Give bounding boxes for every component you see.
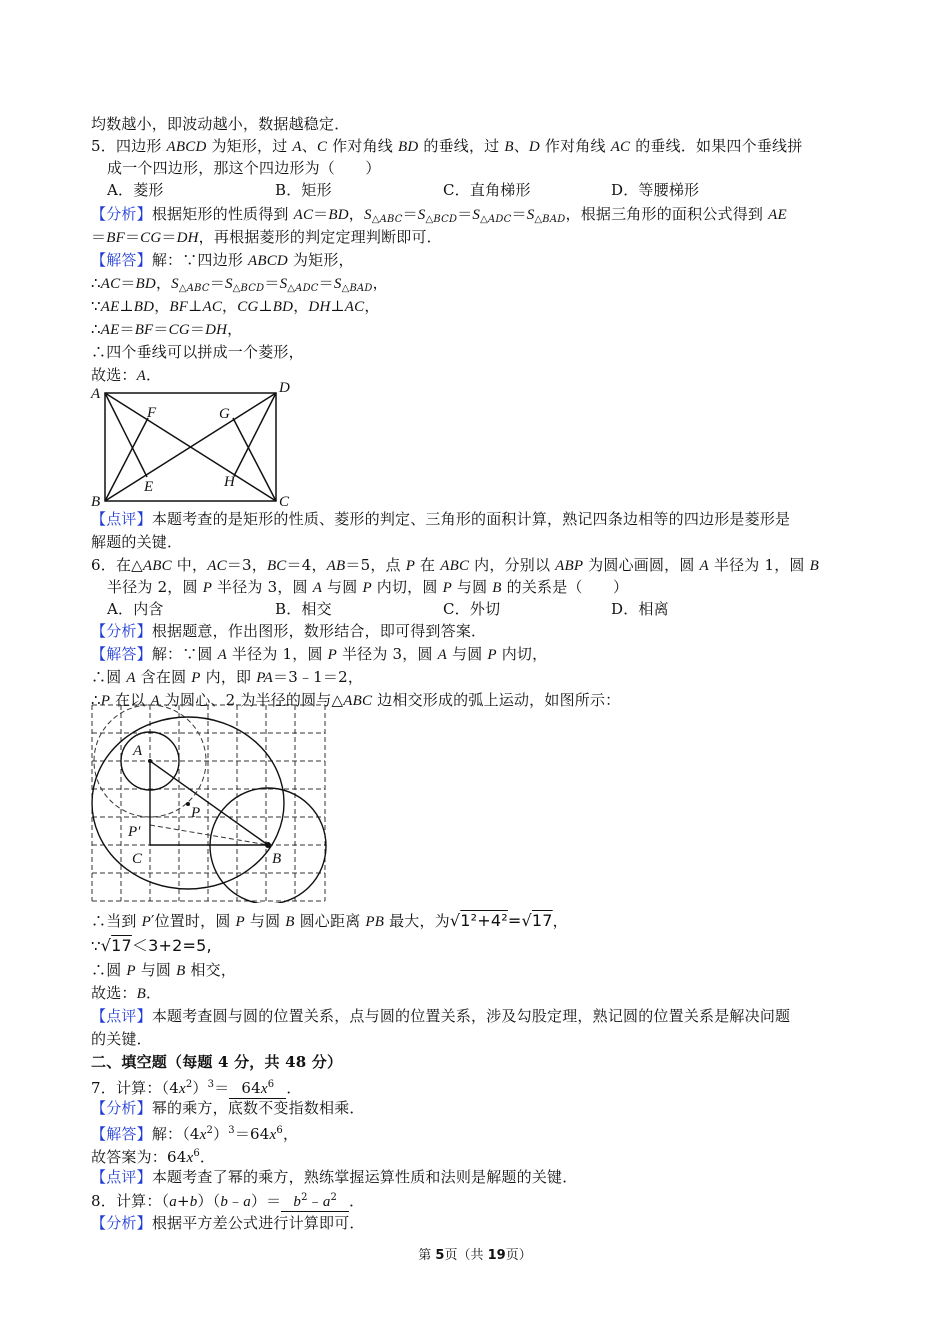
q6-answer: 【解答】解：∵圆 A 半径为 1，圆 P 半径为 3，圆 A 与圆 P 内切， [91,645,548,663]
label-a: A [91,386,101,402]
answer-blank: $64x^6$ [229,1076,286,1099]
label-b: B [272,851,282,867]
label-g: G [219,406,230,422]
option-c: C．外切 [443,600,501,618]
answer-tag: 【解答】 [91,251,152,269]
label-p-prime: P′ [128,824,141,840]
question-8: 8．计算：（a+b）（b﹣a）＝ $b^2﹣a^2$ ． [91,1189,364,1213]
answer-tag: 【解答】 [91,1125,152,1143]
q5-answer-line: ∴四个垂线可以拼成一个菱形， [91,343,304,361]
option-b: B．相交 [275,600,332,618]
q6-answer-line: 故选：B． [91,984,162,1002]
q7-analysis: 【分析】幂的乘方，底数不变指数相乘． [91,1099,365,1117]
q5-answer: 【解答】解：∵四边形 ABCD 为矩形， [91,251,354,269]
label-d: D [279,380,290,396]
option-d: D．相离 [611,600,669,618]
question-5-stem-cont: 成一个四边形，那这个四边形为（ ） [107,159,381,177]
label-f: F [147,405,157,421]
q6-comment: 【点评】本题考查圆与圆的位置关系，点与圆的位置关系，涉及勾股定理，熟记圆的位置关系是解决问题 [91,1007,791,1025]
q7-answer: 【解答】解：$(4x^2)^3=64x^6$， [91,1125,299,1143]
total-pages: 19 [487,1248,506,1263]
option-d: D．等腰梯形 [611,181,700,199]
question-5-options [107,179,779,201]
page-number: 5 [435,1248,445,1263]
question-6-stem: 6．在△ABC 中，AC＝3，BC＝4，AB＝5，点 P 在 ABC 内，分别以 ABP 为圆心画圆，圆 A 半径为 1，圆 B [91,556,819,574]
section-heading: 二、填空题（每题 4 分，共 48 分） [91,1053,343,1071]
label-c: C [279,494,290,510]
label-p: P [191,805,201,821]
q8-analysis: 【分析】根据平方差公式进行计算即可． [91,1214,365,1232]
q7-comment: 【点评】本题考查了幂的乘方，熟练掌握运算性质和法则是解题的关键． [91,1168,578,1186]
q5-answer-line: ∴AE＝BF＝CG＝DH， [91,320,243,338]
q5-answer-line: ∴AC＝BD，$S_{\triangle ABC}=S_{\triangle BCD}=S_{\triangle ADC}=S_{\triangle BAD}$， [91,274,388,294]
analysis-tag: 【分析】 [91,622,152,640]
q5-analysis: 【分析】根据矩形的性质得到 AC＝BD，$S_{\triangle ABC}=S_{\triangle BCD}=S_{\triangle ADC}=S_{\triangle BAD}$，根据三角形的面积公式得到 AE [91,205,787,225]
option-b: B．矩形 [275,181,332,199]
label-a: A [133,743,143,759]
question-6-stem-cont: 半径为 2，圆 P 半径为 3，圆 A 与圆 P 内切，圆 P 与圆 B 的关系是（ ） [107,578,629,596]
analysis-tag: 【分析】 [91,1214,152,1232]
option-a: A．内含 [107,600,164,618]
q5-answer-line: 故选：A． [91,366,162,384]
page-footer: 第 5页（共 19页） [418,1248,532,1263]
label-c: C [132,851,143,867]
option-c: C．直角梯形 [443,181,531,199]
q7-answer-line: 故答案为：$64x^6$． [91,1148,216,1166]
comment-tag: 【点评】 [91,1007,152,1025]
rectangle-diagram [88,378,298,510]
label-e: E [144,479,154,495]
q6-comment-cont: 的关键． [91,1030,152,1048]
label-b: B [91,494,101,510]
q5-comment: 【点评】本题考查的是矩形的性质、菱形的判定、三角形的面积计算，熟记四条边相等的四边形是菱形是 [91,510,791,528]
analysis-tag: 【分析】 [91,1099,152,1117]
q6-analysis: 【分析】根据题意，作出图形，数形结合，即可得到答案． [91,622,487,640]
q6-answer-line: ∵√17＜3+2=5, [91,936,212,955]
question-7: 7．计算：$(4x^2)^3= 64x^6$ ． [91,1074,302,1100]
q6-answer-line: ∴P 在以 A 为圆心、2 为半径的圆与△ABC 边相交形成的弧上运动，如图所示： [91,691,621,709]
q5-comment-cont: 解题的关键． [91,533,183,551]
answer-blank: $b^2﹣a^2$ [281,1189,349,1212]
circles-grid-diagram [90,703,328,903]
q6-answer-line: ∴圆 P 与圆 B 相交， [91,961,237,979]
q6-answer-line: ∴圆 A 含在圆 P 内，即 PA＝3﹣1＝2， [91,668,364,686]
text-line: 均数越小，即波动越小，数据越稳定． [91,115,350,133]
q5-analysis-cont: ＝BF＝CG＝DH，再根据菱形的判定定理判断即可． [91,228,442,246]
q5-answer-line: ∵AE⊥BD，BF⊥AC，CG⊥BD，DH⊥AC， [91,297,380,315]
answer-tag: 【解答】 [91,645,152,663]
comment-tag: 【点评】 [91,1168,152,1186]
analysis-tag: 【分析】 [91,205,152,223]
q6-answer-line: ∴当到 P′位置时，圆 P 与圆 B 圆心距离 PB 最大，为√1²+4²=√17， [91,911,568,930]
label-h: H [224,474,235,490]
question-6-options [107,598,779,620]
question-5-stem: 5．四边形 ABCD 为矩形，过 A、C 作对角线 BD 的垂线，过 B、D 作对角线 AC 的垂线．如果四个垂线拼 [91,137,803,155]
option-a: A．菱形 [107,181,164,199]
comment-tag: 【点评】 [91,510,152,528]
